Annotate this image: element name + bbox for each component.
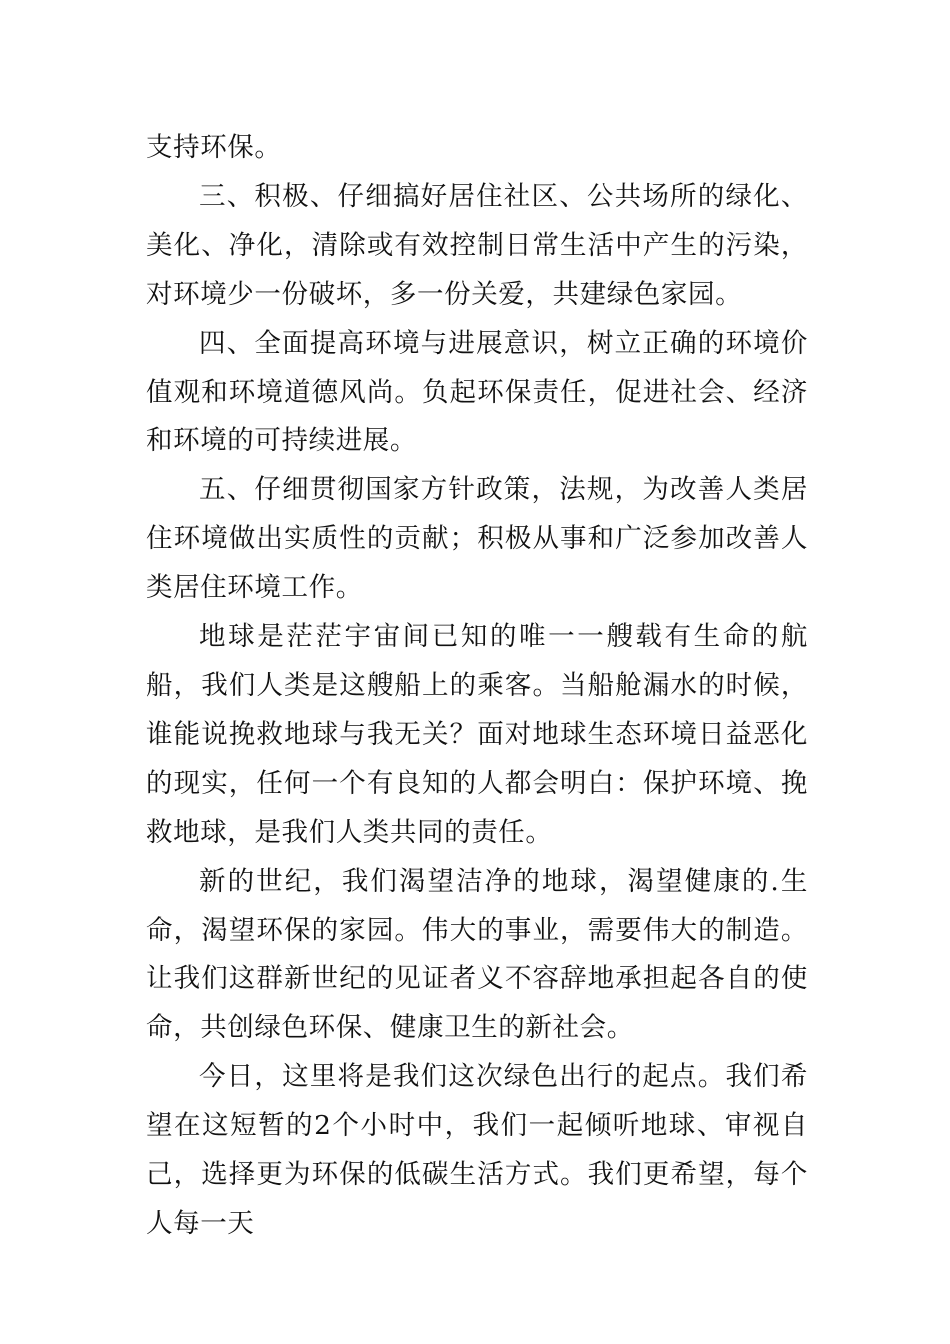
document-body (146, 124, 808, 1249)
paragraph-point-five: 五、仔细贯彻国家方针政策，法规，为改善人类居住环境做出实质性的贡献；积极从事和广泛参加改善人类居住环境工作。 (146, 474, 808, 604)
paragraph-point-three: 三、积极、仔细搞好居住社区、公共场所的绿化、美化、净化，清除或有效控制日常生活中产生的污染，对环境少一份破坏，多一份关爱，共建绿色家园。 (146, 180, 808, 310)
paragraph-new-century: 新的世纪，我们渴望洁净的地球，渴望健康的.生命，渴望环保的家园。伟大的事业，需要伟大的制造。让我们这群新世纪的见证者义不容辞地承担起各自的使命，共创绿色环保、健康卫生的新社会。 (146, 865, 808, 1044)
paragraph-point-four: 四、全面提高环境与进展意识，树立正确的环境价值观和环境道德风尚。负起环保责任，促进社会、经济和环境的可持续进展。 (146, 327, 808, 457)
paragraph-continuation: 支持环保。 (146, 132, 282, 163)
paragraph-earth-ship: 地球是茫茫宇宙间已知的唯一一艘载有生命的航船，我们人类是这艘船上的乘客。当船舱漏水的时候，谁能说挽救地球与我无关？面对地球生态环境日益恶化的现实，任何一个有良知的人都会明白：保护环境、挽救地球，是我们人类共同的责任。 (146, 621, 808, 848)
paragraph-today: 今日，这里将是我们这次绿色出行的起点。我们希望在这短暂的2个小时中，我们一起倾听地球、审视自己，选择更为环保的低碳生活方式。我们更希望，每个人每一天 (146, 1061, 808, 1239)
